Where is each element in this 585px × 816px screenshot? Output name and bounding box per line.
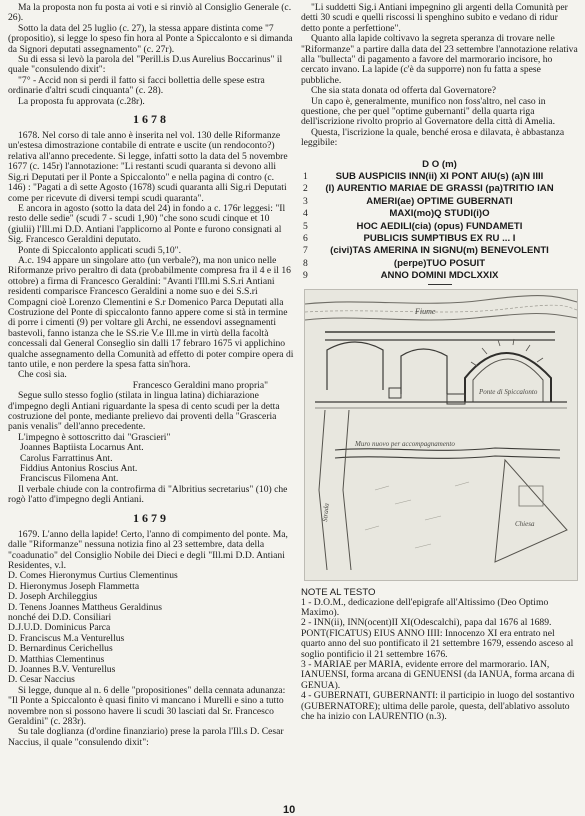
line-number: 4 bbox=[303, 208, 308, 220]
epigraph-line bbox=[301, 208, 578, 220]
year-heading-1678: 1678 bbox=[133, 112, 169, 127]
list-item: Franciscus Filomena Ant. bbox=[20, 473, 119, 485]
note-item: 2 - INN(ii), INN(ocent)II XI(Odescalchi), papa dal 1676 al 1689. PONT(FICATUS) EIUS ANNO IIII: Innocenzo XI era entrato nel quarto anno del suo pontificato il 21 settembre 1679, essendo asceso al soglio pontificio il 21 settembre 1676. bbox=[301, 617, 574, 660]
signature-line: Francesco Geraldini mano propria" bbox=[132, 379, 268, 391]
note-item: 3 - MARIAE per MARIA, evidente errore del marmorario. IAN, IANUENSI, forma arcana di GENUENSI (da IANUA, forma arcana di GENUA). bbox=[301, 659, 575, 691]
divider bbox=[428, 284, 452, 285]
list-item: nonché dei D.D. Consiliari bbox=[8, 611, 112, 623]
epigraph-line bbox=[301, 221, 578, 233]
line-number: 8 bbox=[303, 257, 308, 269]
paragraph: Ma la proposta non fu posta ai voti e si rinviò al Consiglio Generale (c. 26). bbox=[8, 2, 292, 24]
paragraph: Su tale doglianza (d'ordine finanziario) prese la parola l'Ill.s D. Cesar Naccius, il quale "consulendo dixit": bbox=[8, 726, 284, 748]
epigraph-line bbox=[301, 245, 578, 257]
epigraph-line bbox=[301, 258, 578, 270]
epigraph-transcription bbox=[301, 159, 578, 283]
left-paras-a bbox=[8, 3, 294, 107]
list-item: Carolus Farrattinus Ant. bbox=[20, 452, 113, 464]
list-item: D. Franciscus M.a Venturellus bbox=[8, 632, 125, 644]
drawing-note-arch: Ponte di Spiccalonto bbox=[479, 387, 538, 396]
list-item: D.J.U.D. Dominicus Parca bbox=[8, 622, 111, 634]
paragraph: Su di essa si levò la parola del "Perill.is D.us Aurelius Boccarinus" il quale "consulendo dixit": bbox=[8, 54, 283, 76]
line-number: 2 bbox=[303, 183, 308, 195]
drawing-note-right: Chiesa bbox=[515, 519, 535, 528]
residentes-list bbox=[8, 571, 294, 685]
paragraph: Sotto la data del 25 luglio (c. 27), la stessa appare distinta come "7 (propositio), si legge lo speso fin hora al Ponte a Spiccalonto e si dimanda da Signori deputati assegnamento" (c. 27r). bbox=[8, 22, 293, 55]
grascieri-list bbox=[8, 443, 294, 485]
line-number: 9 bbox=[303, 270, 308, 282]
note-item: 1 - D.O.M., dedicazione dell'epigrafe all'Altissimo (Deo Optimo Maximo). bbox=[301, 596, 549, 618]
epigraph-text: MAXI(mo)Q STUDI(i)O bbox=[389, 208, 490, 220]
paragraph: Il verbale chiude con la controfirma di "Albritius secretarius" (10) che rogò l'atto d'impegno degli Antiani. bbox=[8, 483, 288, 506]
right-column bbox=[301, 3, 578, 722]
left-paras-f bbox=[8, 686, 294, 748]
year-heading-1679: 1679 bbox=[133, 510, 169, 525]
paragraph: Segue sullo stesso foglio (stilata in lingua latina) dichiarazione d'impegno degli Antiani riguardante la spesa di cento scudi per la detta costruzione del ponte, mediante prelievo dai proventi della "Grasceria panis venalis" dell'anno precedente. bbox=[8, 390, 280, 433]
paragraph: L'impegno è sottoscritto dai "Grascieri" bbox=[18, 431, 171, 443]
left-column bbox=[8, 3, 294, 748]
notes-heading: NOTE AL TESTO bbox=[301, 586, 376, 598]
drawing-note-top: Fiume bbox=[415, 306, 436, 316]
paragraph: 1679. L'anno della lapide! Certo, l'anno di compimento del ponte. Ma, dalle "Riformanze" nessuna notizia fino al 23 settembre, data della "coadunatio" del Consiglio Nobile dei Dieci e degli "Ill.mi D.D. Antiani Residentes, v.l. bbox=[8, 528, 288, 571]
list-item: D. Joannes B.V. Venturellus bbox=[8, 663, 116, 675]
right-paras-a bbox=[301, 3, 578, 149]
drawing-note-mid: Muro nuovo per accompagnamento bbox=[355, 439, 455, 448]
list-item: D. Matthias Clementinus bbox=[8, 653, 105, 665]
paragraph: La proposta fu approvata (c.28r). bbox=[18, 95, 145, 107]
list-item: D. Bernardinus Cerichellus bbox=[8, 643, 113, 655]
epigraph-text: D O (m) bbox=[422, 158, 457, 170]
bridge-drawing bbox=[304, 289, 578, 581]
paragraph: "7° - Accid non si perdi il fatto si facci bollettia delle spese estra ordinarie d'altri scudi cinquanta" (c. 28). bbox=[8, 74, 265, 97]
line-number: 5 bbox=[303, 220, 308, 232]
epigraph-line bbox=[301, 183, 578, 195]
epigraph-text: SUB AUSPICIIS INN(ii) XI PONT AIU(s) (a)N IIII bbox=[335, 171, 544, 183]
epigraph-line bbox=[301, 171, 578, 183]
list-item: D. Joseph Archileggius bbox=[8, 591, 98, 603]
epigraph-text: (civi)TAS AMERINA IN SIGNU(m) BENEVOLENTI bbox=[330, 245, 549, 257]
page-number: 10 bbox=[283, 804, 296, 816]
line-number: 3 bbox=[303, 195, 308, 207]
epigraph-line bbox=[301, 233, 578, 245]
epigraph-line bbox=[301, 270, 578, 282]
paragraph: Si legge, dunque al n. 6 delle "propositiones" della cennata adunanza: "Il Ponte a Spiccalonto è quasi finito vi mancano i Murelli e sino a tutto novembre non si possono havere li scudi 30 lasciati dal Sr. Francesco Geraldini" (c. 283r). bbox=[8, 684, 286, 727]
list-item: D. Hieronymus Joseph Flammetta bbox=[8, 580, 140, 592]
epigraph-text: PUBLICIS SUMPTIBUS EX RU ... I bbox=[363, 233, 516, 245]
notes-list bbox=[301, 598, 578, 723]
paragraph: Che così sia. bbox=[18, 369, 67, 381]
paragraph: Quanto alla lapide coltivavo la segreta speranza di trovare nelle "Riformanze" a partire dalla data del 23 settembre l'annotazione relativa alla "bullecta" di pagamento a favore del marmorario incisore, ho cercato invano. La lapide (c'è da supporre) non fu fatta a spese pubbliche. bbox=[301, 33, 578, 86]
epigraph-text: (perpe)TUO POSUIT bbox=[393, 257, 486, 269]
paragraph: "Li suddetti Sig.i Antiani impegnino gli argenti della Comunità per detti 30 scudi e quelli riscossi li spenghino subito e vedano di ridur detto ponte a perfettione". bbox=[301, 2, 568, 34]
epigraph-line bbox=[301, 159, 578, 171]
list-item: Joannes Baptiista Locarnus Ant. bbox=[20, 442, 144, 454]
epigraph-text: (I) AURENTIO MARIAE DE GRASSI (pa)TRITIO IAN bbox=[325, 183, 554, 195]
list-item: D. Comes Hieronymus Curtius Clementinus bbox=[8, 570, 178, 582]
paragraph: Che sia stata donata od offerta dal Governatore? bbox=[311, 85, 496, 97]
paragraph: A.c. 194 appare un singolare atto (un verbale?), ma non unico nelle Riformanze privo peraltro di data (probabilmente compresa fra il 4 e il 16 ottobre) a firma di Francesco Geraldini: "Avanti l'Ill.mi S.S.ri Antiani residenti comparisce Francesco Geraldini a nome suo e dei S.S.ri Compagni cioè Lorenzo Clementini e S.r Domenico Parca Deputati alla Costruzione del Ponte di spiccalonto fanno appere come si stà in termine di porre i cimenti (9) per voltare gli Archi, ne essendovi assegnamenti bastevoli, fanno istanza che le SS.rie V.e Ill.me in virtù della facoltà concessali dal General Conseglio sin dalli 17 febraro 1675 vi applichino qualche assegnamento della Comunità ad effetto di poter compire opera di tanto utile, e non perdere la spesa fatta sin'hora. bbox=[8, 254, 294, 370]
bridge-drawing-svg bbox=[305, 290, 577, 580]
paragraph: 1678. Nel corso di tale anno è inserita nel vol. 130 delle Riformanze un'estesa dimostrazione contabile di entrate e uscite (un rendoconto?) relativa all'anno precedente. Si legge, infatti sotto la data del 5 novembre 1677 (c. 145r) l'annotazione: "Li restanti scudi quaranta si devono alli Sig.ri Deputati per il Ponte a Spiccalonto" e nella pagina di contro (c. 146) : "Pagati a dì sette Agosto (1678) scudi quaranta alli Sig.ri Deputati come per ricevute di diversi tempi scudi quaranta". bbox=[8, 130, 288, 204]
epigraph-text: AMERI(ae) OPTIME GUBERNATI bbox=[366, 195, 513, 207]
paragraph: Un capo è, generalmente, munifico non foss'altro, nel caso in questione, che per quel "optime gubernanti" della quarta riga dell'iscrizione rivolto proprio al Governatore della città di Amelia. bbox=[301, 95, 556, 128]
line-number: 1 bbox=[303, 171, 308, 183]
epigraph-line bbox=[301, 196, 578, 208]
line-number: 6 bbox=[303, 233, 308, 245]
line-number: 7 bbox=[303, 245, 308, 257]
list-item: D. Cesar Naccius bbox=[8, 674, 75, 686]
paragraph: Ponte di Spiccalonto applicati scudi 5,10". bbox=[18, 244, 181, 256]
paragraph: E ancora in agosto (sotto la data del 24) in fondo a c. 176r leggesi: "Il resto delle sedie" (scudi 7 - scudi 1,90) "che sono scudi cinque et 10 (giulii) l'Ill.mi D.D. Antiani l'applicorno al Ponte e furono consignati al Sig. Francesco Geraldini deputato. bbox=[8, 202, 286, 246]
epigraph-text: HOC AEDILI(cia) (opus) FUNDAMETI bbox=[356, 220, 523, 232]
list-item: D. Tenens Joannes Mattheus Geraldinus bbox=[8, 601, 162, 613]
paragraph: Questa, l'iscrizione la quale, benché erosa e dilavata, è abbastanza leggibile: bbox=[301, 126, 565, 149]
list-item: Fiddius Antonius Roscius Ant. bbox=[20, 463, 138, 475]
note-item: 4 - GUBERNATI, GUBERNANTI: il participio in luogo del sostantivo (GUBERNATORE); ultima delle parole, questa, dell'ablativo assoluto che ha inizio con LAURENTIO (n.3). bbox=[301, 690, 575, 723]
drawing-note-left: Strada bbox=[321, 502, 331, 522]
left-paras-c bbox=[8, 391, 294, 443]
epigraph-text: ANNO DOMINI MDCLXXIX bbox=[380, 270, 499, 282]
left-paras-b bbox=[8, 131, 294, 381]
